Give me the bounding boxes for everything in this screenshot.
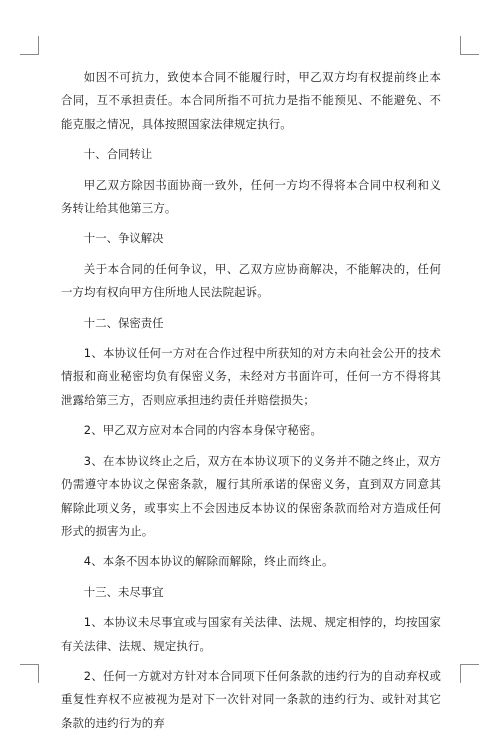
force-majeure-paragraph: 如因不可抗力，致使本合同不能履行时，甲乙双方均有权提前终止本合同，互不承担责任。本合同所指不可抗力是指不能预见、不能避免、不能克服之情况，具体按照国家法律规定执行。: [61, 70, 441, 131]
section-heading-dispute: 十一、争议解决: [83, 231, 164, 246]
confidentiality-clause-4: 4、本条不因本协议的解除而解除，终止而终止。: [83, 554, 334, 569]
transfer-paragraph: 甲乙双方除因书面协商一致外，任何一方均不得将本合同中权利和义务转让给其他第三方。: [61, 177, 441, 216]
document-body: [61, 66, 441, 742]
crop-mark-top-right: [460, 36, 479, 55]
crop-mark-bottom-left: [20, 664, 39, 683]
section-heading-confidentiality: 十二、保密责任: [83, 315, 164, 330]
dispute-paragraph: 关于本合同的任何争议，甲、乙双方应协商解决，不能解决的，任何一方均有权向甲方住所地人民法院起诉。: [61, 261, 441, 300]
section-heading-transfer: 十、合同转让: [83, 147, 153, 162]
crop-mark-top-left: [20, 36, 39, 55]
crop-mark-bottom-right: [460, 664, 479, 683]
confidentiality-clause-2: 2、甲乙双方应对本合同的内容本身保守秘密。: [83, 423, 323, 438]
misc-clause-1: 1、本协议未尽事宜或与国家有关法律、法规、规定相悖的，均按国家有关法律、法规、规定执行。: [61, 615, 441, 653]
misc-clause-2: 2、任何一方就对方针对本合同项下任何条款的违约行为的自动弃权或重复性弃权不应被视为是对下一次针对同一条款的违约行为、或针对其它条款的违约行为的弃: [61, 668, 441, 730]
confidentiality-clause-3: 3、在本协议终止之后，双方在本协议项下的义务并不随之终止，双方仍需遵守本协议之保密条款，履行其所承诺的保密义务，直到双方同意其解除此项义务，或事实上不会因违反本协议的保密条款而给对方造成任何形式的损害为止。: [61, 453, 441, 538]
section-heading-misc: 十三、未尽事宜: [83, 584, 164, 599]
confidentiality-clause-1: 1、本协议任何一方对在合作过程中所获知的对方未向社会公开的技术情报和商业秘密均负有保密义务，未经对方书面许可，任何一方不得将其泄露给第三方，否则应承担违约责任并赔偿损失；: [61, 346, 441, 407]
